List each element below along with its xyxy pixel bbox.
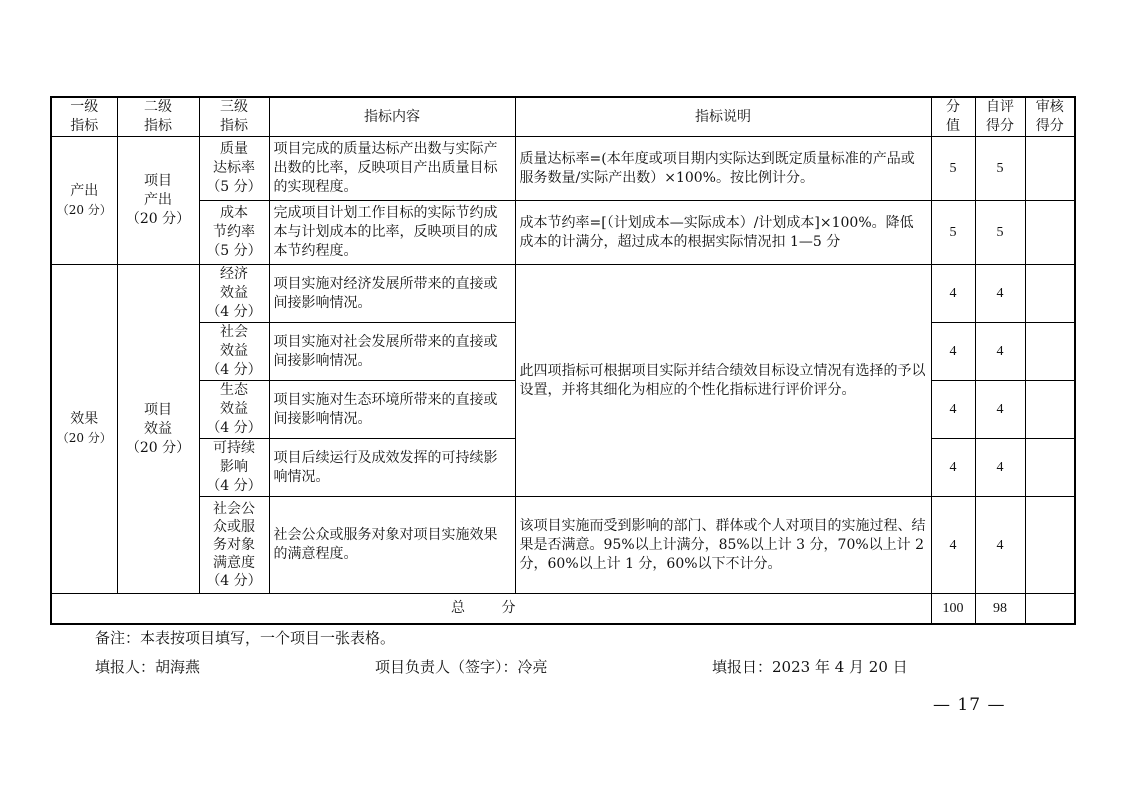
filler-name: 填报人：胡海燕 [95,658,201,676]
header-self-score [975,97,1025,137]
level3-line1: 社会公 [213,501,255,517]
header-level2-line2: 指标 [144,118,172,134]
output-level1-score: （20 分） [56,202,112,217]
self-score-value: 4 [975,497,1025,594]
score-value: 4 [931,381,975,439]
total-label: 总 分 [51,594,931,624]
level3-score: （5 分） [206,179,262,195]
level3-line1: 可持续 [213,440,255,456]
score-value: 4 [931,439,975,497]
self-score-value: 4 [975,265,1025,323]
level3-line3: 务对象 [213,537,255,553]
output-level1-cell [51,137,117,265]
effect-level2-score: （20 分） [125,439,191,456]
fill-date: 填报日：2023 年 4 月 20 日 [712,658,908,676]
header-review-score [1025,97,1075,137]
review-score-value [1025,137,1075,201]
review-score-value [1025,381,1075,439]
table-row [51,265,1075,323]
output-level2-cell [117,137,199,265]
level3-cell [199,265,269,323]
header-self-line2: 得分 [986,118,1014,134]
review-score-value [1025,265,1075,323]
header-level1-line2: 指标 [70,118,99,134]
review-score-value [1025,497,1075,594]
score-value: 5 [931,201,975,265]
indicator-explanation: 成本节约率=[（计划成本—实际成本）/计划成本]×100%。降低成本的计满分，超过成本的根据实际情况扣 1—5 分 [515,201,931,265]
header-review-line1: 审核 [1035,99,1064,115]
header-content: 指标内容 [269,97,515,137]
indicator-content: 项目实施对生态环境所带来的直接或间接影响情况。 [269,381,515,439]
total-score: 100 [931,594,975,624]
level3-cell [199,201,269,265]
indicator-content: 社会公众或服务对象对项目实施效果的满意程度。 [269,497,515,594]
level3-line2: 众或服 [213,519,255,535]
self-score-value: 5 [975,201,1025,265]
header-level1-line1: 一级 [70,99,99,115]
level3-score: （4 分） [206,573,262,589]
level3-line2: 效益 [220,343,248,359]
level3-score: （4 分） [206,304,262,320]
project-leader-signature: 项目负责人（签字）：冷亮 [375,658,548,676]
level3-line1: 经济 [220,266,248,282]
indicator-content: 项目实施对经济发展所带来的直接或间接影响情况。 [269,265,515,323]
output-level2-line2: 产出 [144,192,172,208]
table-row [51,137,1075,201]
header-review-line2: 得分 [1035,118,1064,134]
header-self-line1: 自评 [986,99,1014,115]
output-level2-score: （20 分） [125,211,191,227]
indicator-content: 项目后续运行及成效发挥的可持续影响情况。 [269,439,515,497]
level3-score: （4 分） [206,362,262,378]
indicator-content: 项目实施对社会发展所带来的直接或间接影响情况。 [269,323,515,381]
level3-line2: 效益 [220,285,248,301]
level3-line4: 满意度 [213,555,255,571]
review-score-value [1025,439,1075,497]
output-level1-name: 产出 [70,182,99,199]
page-number: — 17 — [933,695,1006,715]
header-level3 [199,97,269,137]
level3-cell [199,137,269,201]
total-self-score: 98 [975,594,1025,624]
indicator-content: 项目完成的质量达标产出数与实际产出数的比率，反映项目产出质量目标的实现程度。 [269,137,515,201]
effect-level1-name: 效果 [70,411,99,427]
level3-line1: 质量 [220,141,248,157]
level3-cell [199,497,269,594]
indicator-explanation: 质量达标率=(本年度或项目期内实际达到既定质量标准的产品或服务数量/实际产出数）×100%。按比例计分。 [515,137,931,201]
self-score-value: 4 [975,381,1025,439]
header-explanation: 指标说明 [515,97,931,137]
level3-score: （4 分） [206,478,262,494]
effect-level2-cell [117,265,199,594]
level3-cell [199,439,269,497]
level3-line1: 成本 [220,205,248,221]
header-level2 [117,97,199,137]
self-score-value: 4 [975,323,1025,381]
level3-line1: 生态 [220,382,248,398]
score-value: 4 [931,323,975,381]
level3-line2: 达标率 [213,160,255,176]
effect-level2-line1: 项目 [144,401,172,418]
self-score-value: 5 [975,137,1025,201]
review-score-value [1025,323,1075,381]
level3-line2: 节约率 [213,224,255,240]
level3-cell [199,381,269,439]
score-value: 4 [931,497,975,594]
table-row [51,497,1075,594]
table-row [51,201,1075,265]
review-score-value [1025,201,1075,265]
level3-line1: 社会 [220,324,248,340]
header-score [931,97,975,137]
level3-line2: 影响 [220,459,248,475]
header-level3-line1: 三级 [220,99,248,115]
indicator-content: 完成项目计划工作目标的实际节约成本与计划成本的比率，反映项目的成本节约程度。 [269,201,515,265]
score-value: 4 [931,265,975,323]
self-score-value: 4 [975,439,1025,497]
level3-line2: 效益 [220,401,248,417]
effect-level1-score: （20 分） [56,431,112,445]
total-review-score [1025,594,1075,624]
score-value: 5 [931,137,975,201]
shared-indicator-explanation: 此四项指标可根据项目实际并结合绩效目标设立情况有选择的予以设置，并将其细化为相应的个性化指标进行评价评分。 [515,265,931,497]
level3-score: （5 分） [206,243,262,259]
header-level2-line1: 二级 [144,99,172,115]
header-level3-line2: 指标 [220,118,248,134]
indicator-explanation: 该项目实施而受到影响的部门、群体或个人对项目的实施过程、结果是否满意。95%以上计满分，85%以上计 3 分，70%以上计 2 分，60%以上计 1 分，60%以下不计分。 [515,497,931,594]
output-level2-line1: 项目 [144,173,172,189]
effect-level2-line2: 效益 [144,420,172,437]
level3-cell [199,323,269,381]
remark-note: 备注：本表按项目填写，一个项目一张表格。 [95,629,396,647]
table-header-row [51,97,1075,137]
total-row [51,594,1075,624]
header-score-line2: 值 [946,118,960,134]
header-level1 [51,97,117,137]
effect-level1-cell [51,265,117,594]
header-score-line1: 分 [946,99,960,115]
level3-score: （4 分） [206,420,262,436]
performance-evaluation-table [50,96,1076,625]
